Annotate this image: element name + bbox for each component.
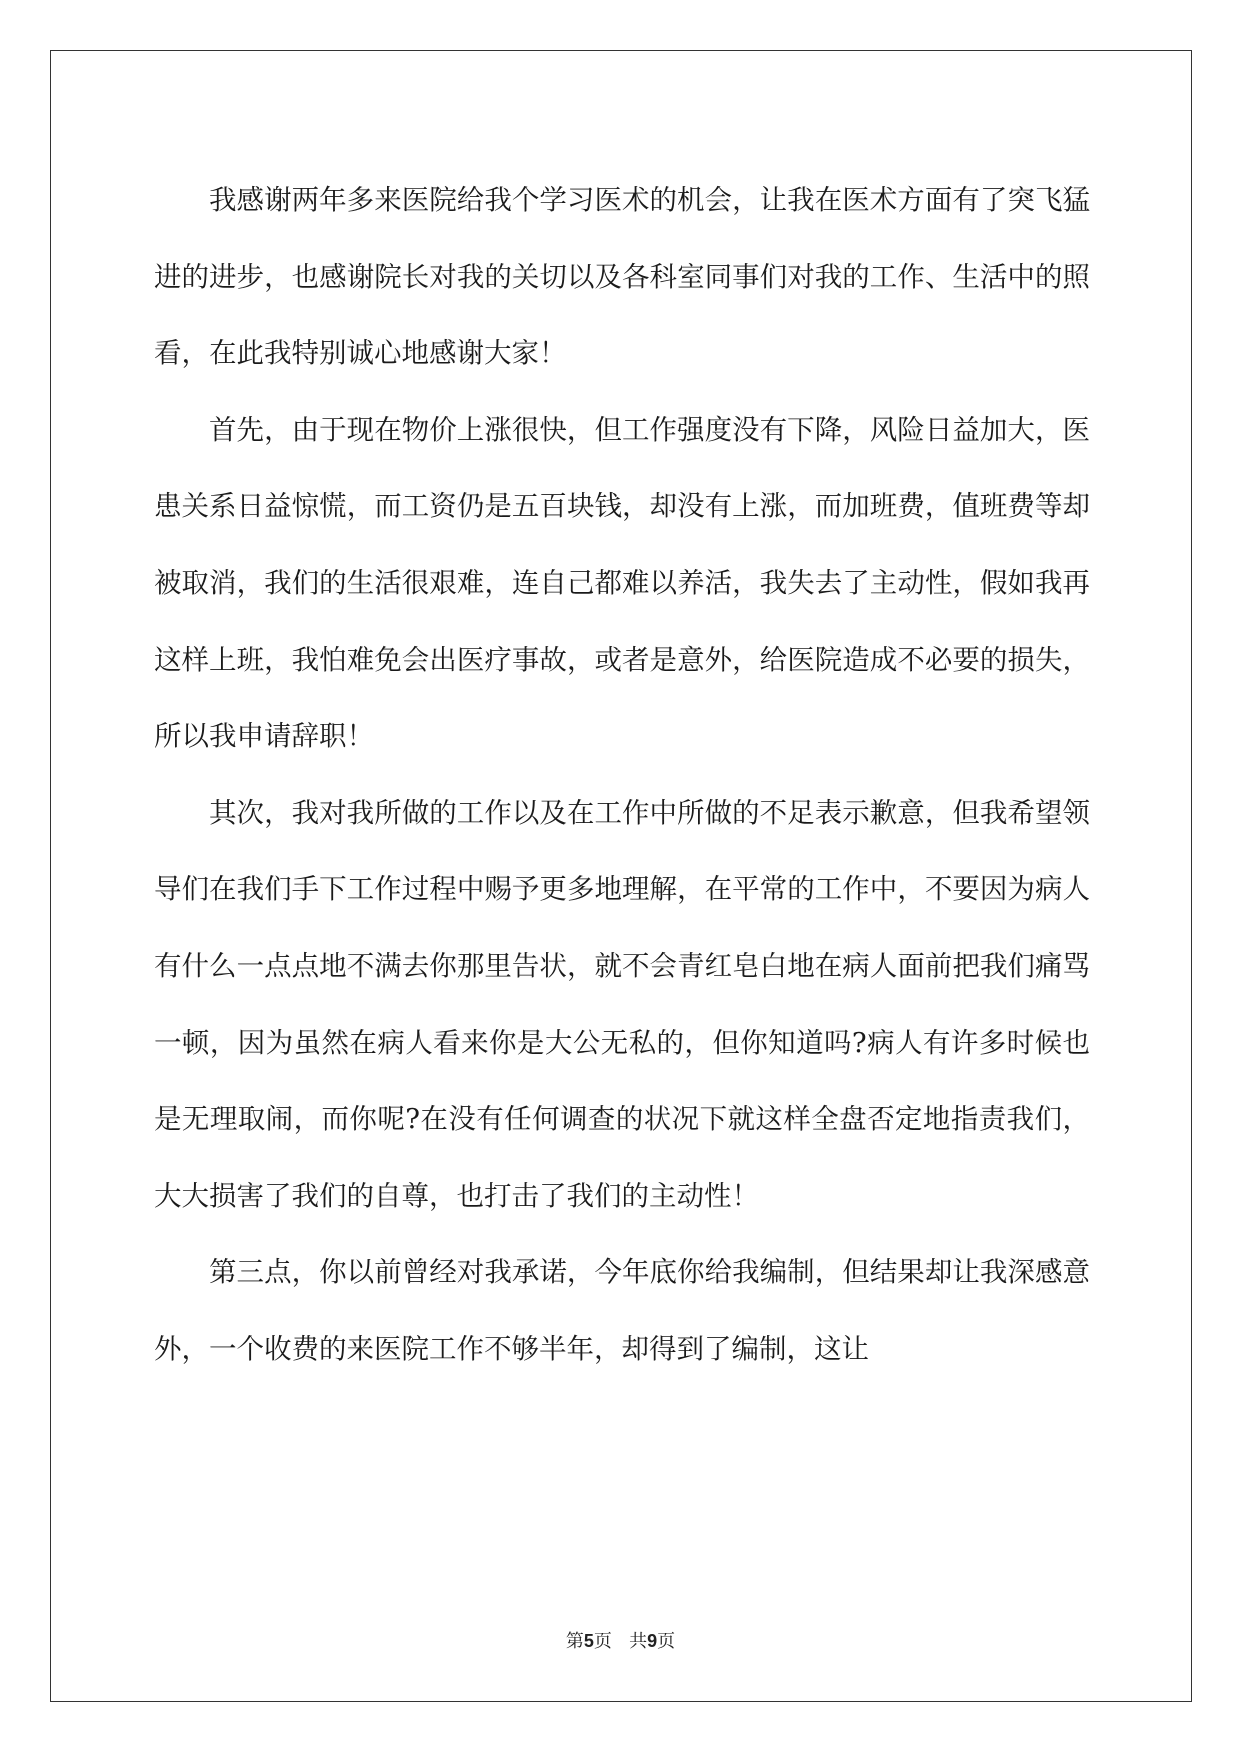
paragraph-1: 我感谢两年多来医院给我个学习医术的机会，让我在医术方面有了突飞猛进的进步，也感谢院长对我的关切以及各科室同事们对我的工作、生活中的照看，在此我特别诚心地感谢大家！ bbox=[154, 184, 1090, 370]
document-body bbox=[154, 162, 1090, 1388]
total-suffix: 页 bbox=[657, 1631, 676, 1652]
current-page-number: 5 bbox=[583, 1631, 594, 1651]
paragraph-4: 第三点，你以前曾经对我承诺，今年底你给我编制，但结果却让我深感意外，一个收费的来医院工作不够半年，却得到了编制，这让 bbox=[154, 1256, 1090, 1365]
paragraph-3: 其次，我对我所做的工作以及在工作中所做的不足表示歉意，但我希望领导们在我们手下工作过程中赐予更多地理解，在平常的工作中，不要因为病人有什么一点点地不满去你那里告状，就不会青红皂白地在病人面前把我们痛骂一顿，因为虽然在病人看来你是大公无私的，但你知道吗?病人有许多时候也是无理取闹，而你呢?在没有任何调查的状况下就这样全盘否定地指责我们，大大损害了我们的自尊，也打击了我们的主动性！ bbox=[154, 796, 1090, 1212]
total-pages-number: 9 bbox=[647, 1631, 658, 1651]
page-suffix: 页 bbox=[593, 1631, 612, 1652]
total-prefix: 共 bbox=[629, 1631, 648, 1652]
page-prefix: 第 bbox=[565, 1631, 584, 1652]
page-footer bbox=[0, 1627, 1241, 1653]
paragraph-2: 首先，由于现在物价上涨很快，但工作强度没有下降，风险日益加大，医患关系日益惊慌，而工资仍是五百块钱，却没有上涨，而加班费，值班费等却被取消，我们的生活很艰难，连自己都难以养活，我失去了主动性，假如我再这样上班，我怕难免会出医疗事故，或者是意外，给医院造成不必要的损失，所以我申请辞职！ bbox=[154, 413, 1090, 753]
